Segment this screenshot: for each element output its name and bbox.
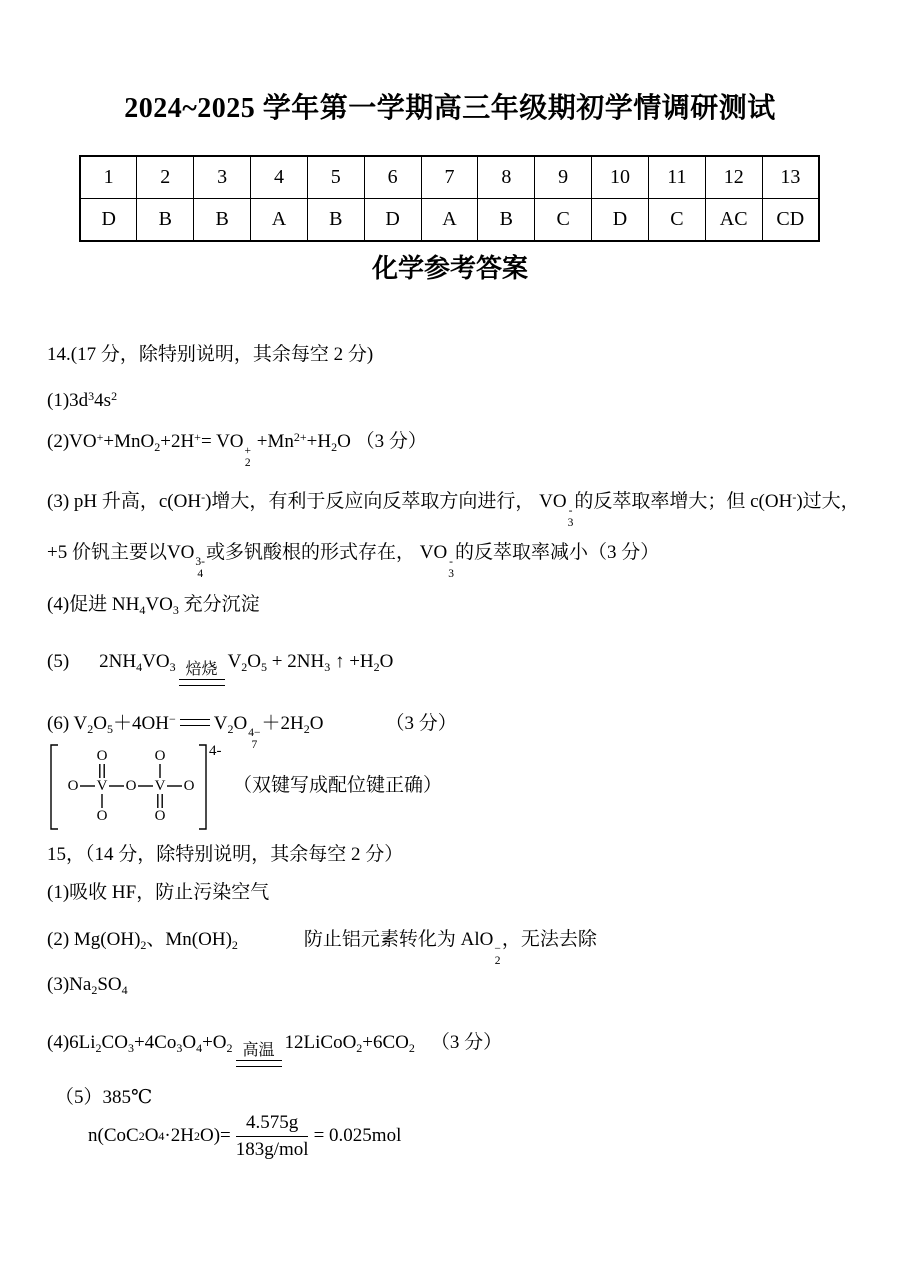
structure-note: （双键写成配位键正确） — [233, 775, 443, 796]
answer-cell: 13 — [762, 156, 819, 199]
answer-key-table — [79, 155, 820, 242]
answer-cell: B — [307, 199, 364, 242]
answer-cell: C — [535, 199, 592, 242]
q14-answer-6: (6) $V_2O_5+4OH^-$ $V_2O$ 4− 7 $+2H_2O$ （3 分） — [47, 712, 457, 752]
answer-cell: 9 — [535, 156, 592, 199]
answer-cell: 6 — [364, 156, 421, 199]
q14-answer-4: (4)促进 $NH_4VO_3$ 充分沉淀 — [47, 594, 260, 617]
q14-answer-5: (5) $2NH_4VO_3$ 焙烧 $V_2O_5 + 2NH_3$ ↑ $+H_2O$ — [47, 650, 393, 686]
answer-cell: 4 — [251, 156, 308, 199]
answer-cell: C — [648, 199, 705, 242]
v2o7-structure-diagram — [46, 740, 224, 834]
q14-answer-1: $(1)3d^34s^2$ — [47, 389, 118, 411]
atom-label: O — [125, 778, 137, 794]
atom-label: O — [183, 778, 195, 794]
answer-cell: 3 — [194, 156, 251, 199]
q15-answer-5-equation: n(CoC 2 O 4 ·2H 2 O)= $\frac{4.575g}{\text{183g/mol}}$ = 0.025mol — [88, 1111, 402, 1160]
answer-cell: D — [592, 199, 649, 242]
q15-header: 15，（14 分，除特别说明，其余每空 2 分） — [47, 844, 404, 865]
atom-label: V — [96, 778, 108, 794]
answer-cell: B — [137, 199, 194, 242]
answer-cell: 2 — [137, 156, 194, 199]
atom-label: V — [154, 778, 166, 794]
right-bracket — [199, 745, 206, 829]
section-title: 化学参考答案 — [371, 254, 528, 283]
answer-letter-row — [80, 199, 819, 242]
charge-label: 4- — [209, 743, 222, 759]
page-title: 2024~2025 学年第一学期高三年级期初学情调研测试 — [124, 93, 776, 124]
answer-cell: 5 — [307, 156, 364, 199]
answer-cell: A — [421, 199, 478, 242]
q15-answer-1: (1)吸收 HF，防止污染空气 — [47, 882, 270, 903]
atom-label: O — [96, 748, 108, 764]
answer-cell: 8 — [478, 156, 535, 199]
answer-cell: 1 — [80, 156, 137, 199]
q14-answer-2: (2)VO++MnO$_2$+2H+= VO + 2 $+Mn^{2+}+H_2O$ （3 分） — [47, 430, 427, 470]
atom-label: O — [96, 808, 108, 824]
q15-answer-4: $(4)6Li_2CO_3+4Co_3O_4+O_2$ 高温 $12LiCoO_2+6CO_2$ （3 分） — [47, 1031, 502, 1067]
answer-cell: A — [251, 199, 308, 242]
atom-label: O — [154, 748, 166, 764]
answer-cell: CD — [762, 199, 819, 242]
answer-cell: D — [364, 199, 421, 242]
q15-answer-3: $(3)Na_2SO_4$ — [47, 974, 128, 997]
answer-cell: 10 — [592, 156, 649, 199]
q14-header: 14.(17 分，除特别说明，其余每空 2 分) — [47, 344, 374, 365]
q14-answer-3-line2: +5 价钒主要以VO 3- 4 或多钒酸根的形式存在， VO - 3 的反萃取率减小（3 分） — [47, 542, 660, 581]
atom-label: O — [154, 808, 166, 824]
answer-cell: AC — [705, 199, 762, 242]
answer-cell: B — [478, 199, 535, 242]
answer-cell: D — [80, 199, 137, 242]
q15-answer-5-label: （5）385℃ — [55, 1087, 153, 1108]
answer-cell: 12 — [705, 156, 762, 199]
answer-cell: 7 — [421, 156, 478, 199]
atom-label: O — [67, 778, 79, 794]
answer-cell: 11 — [648, 156, 705, 199]
left-bracket — [51, 745, 58, 829]
q15-answer-2: (2) $Mg(OH)_2$、$Mn(OH)_2$ 防止铝元素转化为 AlO − 2 ，无法去除 — [47, 929, 597, 968]
answer-cell: B — [194, 199, 251, 242]
q14-answer-3-line1: (3) pH 升高，c(OH-)增大，有利于反应向反萃取方向进行， VO - 3 的反萃取率增大；但 c(OH-)过大， — [47, 490, 860, 530]
question-number-row — [80, 156, 819, 199]
